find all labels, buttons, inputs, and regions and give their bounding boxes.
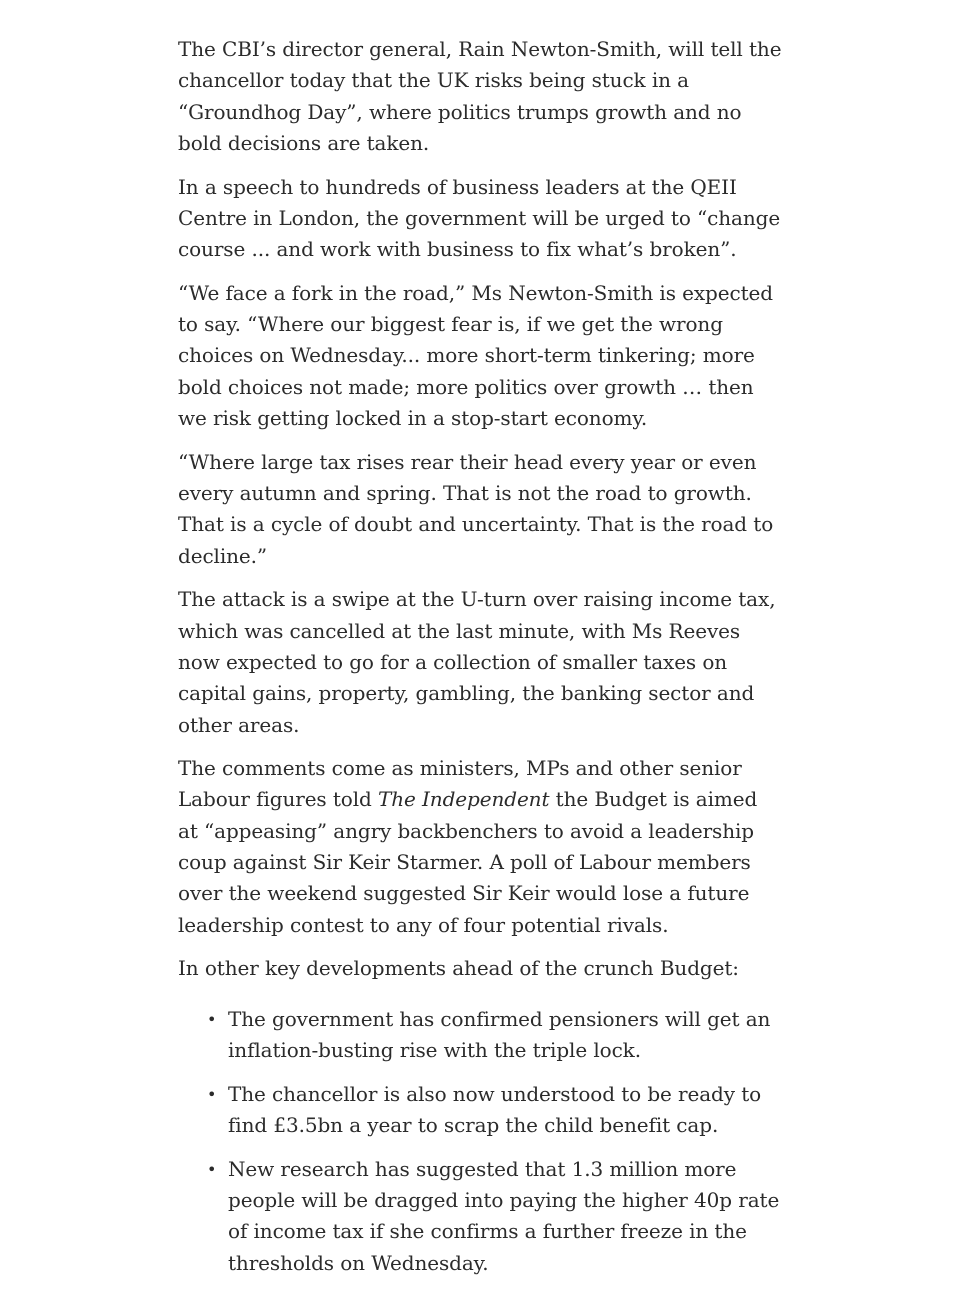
- paragraph-6-before: The comments come as ministers, MPs and other senior Labour figures told: [178, 756, 742, 812]
- bullet-icon: •: [207, 1159, 217, 1179]
- list-item: [207, 1154, 782, 1279]
- list-item-text: The government has confirmed pensioners will get an inflation-busting rise with the triple lock.: [228, 1006, 771, 1062]
- list-item: [207, 1004, 782, 1067]
- paragraph-4: “Where large tax rises rear their head every year or even every autumn and spring. That is not the road to growth. That is a cycle of doubt and uncertainty. That is the road to decline.”: [178, 449, 774, 568]
- list-item: [207, 1079, 782, 1142]
- publication-name: The Independent: [377, 787, 550, 812]
- paragraph-1: The CBI’s director general, Rain Newton-Smith, will tell the chancellor today that the UK risks being stuck in a “Groundhog Day”, where politics trumps growth and no bold decisions are taken.: [178, 37, 782, 155]
- bullet-icon: •: [207, 1009, 217, 1029]
- paragraph-5: The attack is a swipe at the U-turn over raising income tax, which was cancelled at the last minute, with Ms Reeves now expected to go for a collection of smaller taxes on capital gains, property, gambling, the banking sector and other areas.: [178, 587, 776, 737]
- paragraph-2: In a speech to hundreds of business leaders at the QEII Centre in London, the government will be urged to “change course ... and work with business to fix what’s broken”.: [178, 174, 781, 262]
- paragraph-6: [178, 753, 782, 941]
- bullet-icon: •: [207, 1084, 217, 1104]
- article-body: [178, 34, 782, 1291]
- key-developments-list: [178, 1004, 782, 1279]
- list-item-text: New research has suggested that 1.3 million more people will be dragged into paying the higher 40p rate of income tax if she confirms a further freeze in the thresholds on Wednesday.: [228, 1156, 780, 1275]
- list-item-text: The chancellor is also now understood to be ready to find £3.5bn a year to scrap the child benefit cap.: [228, 1081, 762, 1137]
- paragraph-6-after: the Budget is aimed at “appeasing” angry backbenchers to avoid a leadership coup against Sir Keir Starmer. A poll of Labour members over the weekend suggested Sir Keir would lose a future leadership contest to any of four potential rivals.: [178, 787, 758, 937]
- paragraph-3: “We face a fork in the road,” Ms Newton-Smith is expected to say. “Where our biggest fear is, if we get the wrong choices on Wednesday... more short-term tinkering; more bold choices not made; more politics over growth … then we risk getting locked in a stop-start economy.: [178, 280, 773, 431]
- list-intro: In other key developments ahead of the crunch Budget:: [178, 956, 739, 981]
